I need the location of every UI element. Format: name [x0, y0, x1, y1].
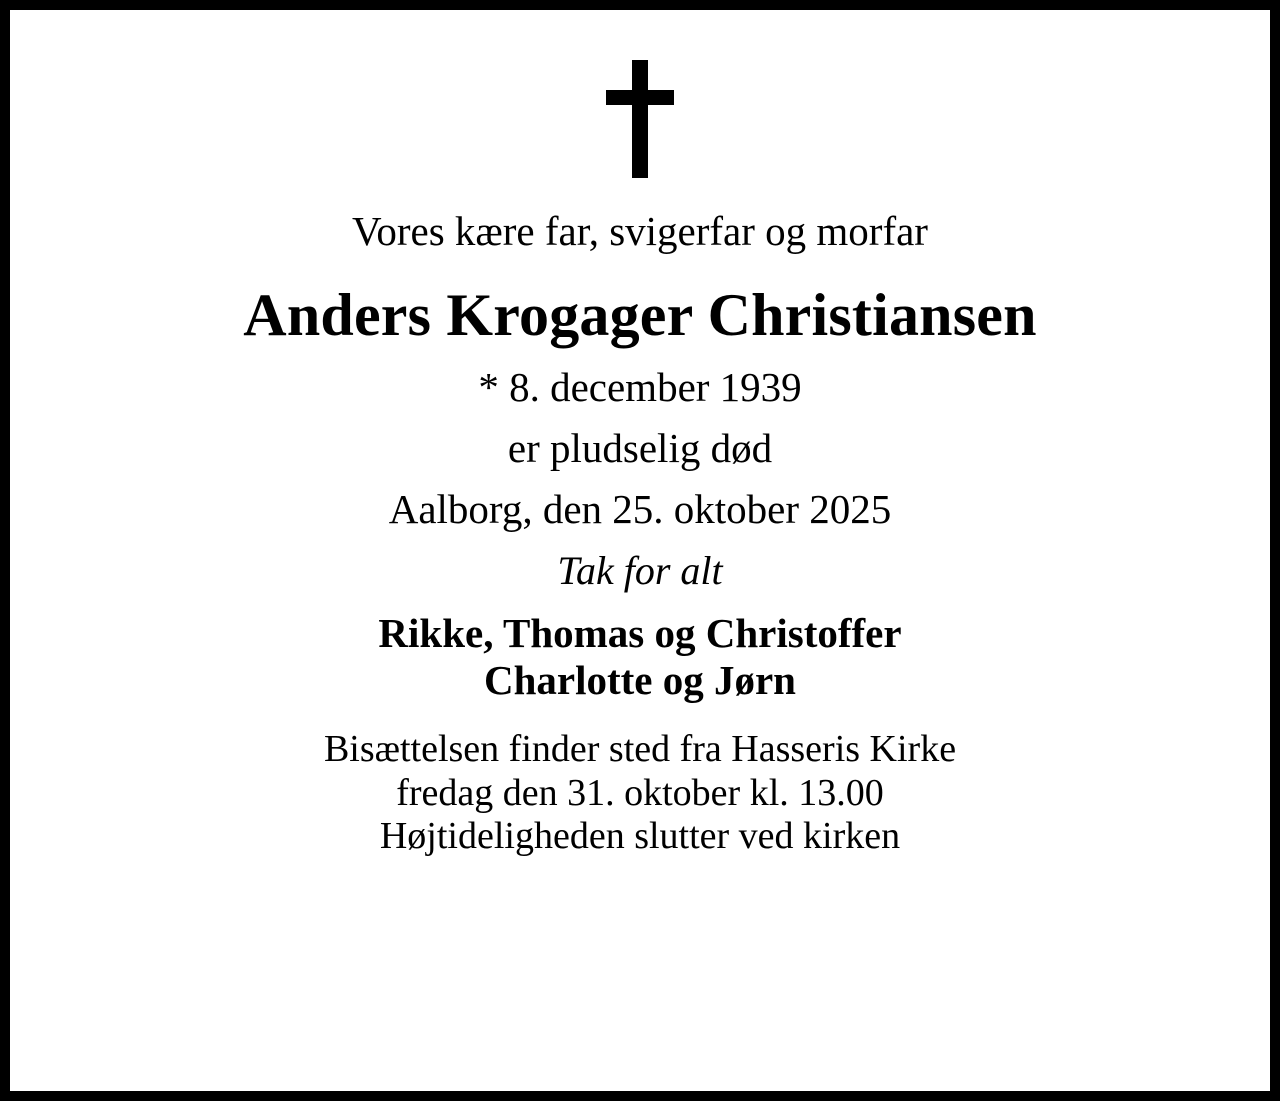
relation-line: Vores kære far, svigerfar og morfar [352, 208, 928, 254]
funeral-line: Højtideligheden slutter ved kirken [379, 815, 901, 858]
death-line: er pludselig død [507, 425, 773, 472]
survivor-line: Rikke, Thomas og Christoffer [378, 609, 902, 656]
funeral-line: Bisættelsen finder sted fra Hasseris Kirke [323, 727, 957, 770]
birth-line: * 8. december 1939 [478, 364, 802, 411]
funeral-line: fredag den 31. oktober kl. 13.00 [396, 771, 884, 814]
survivors-block [378, 610, 901, 704]
thanks-line: Tak for alt [557, 547, 723, 593]
latin-cross-icon [598, 60, 682, 178]
deceased-name: Anders Krogager Christiansen [243, 282, 1037, 349]
funeral-details [324, 728, 956, 859]
survivor-line: Charlotte og Jørn [483, 656, 796, 703]
place-date-line: Aalborg, den 25. oktober 2025 [388, 486, 892, 533]
